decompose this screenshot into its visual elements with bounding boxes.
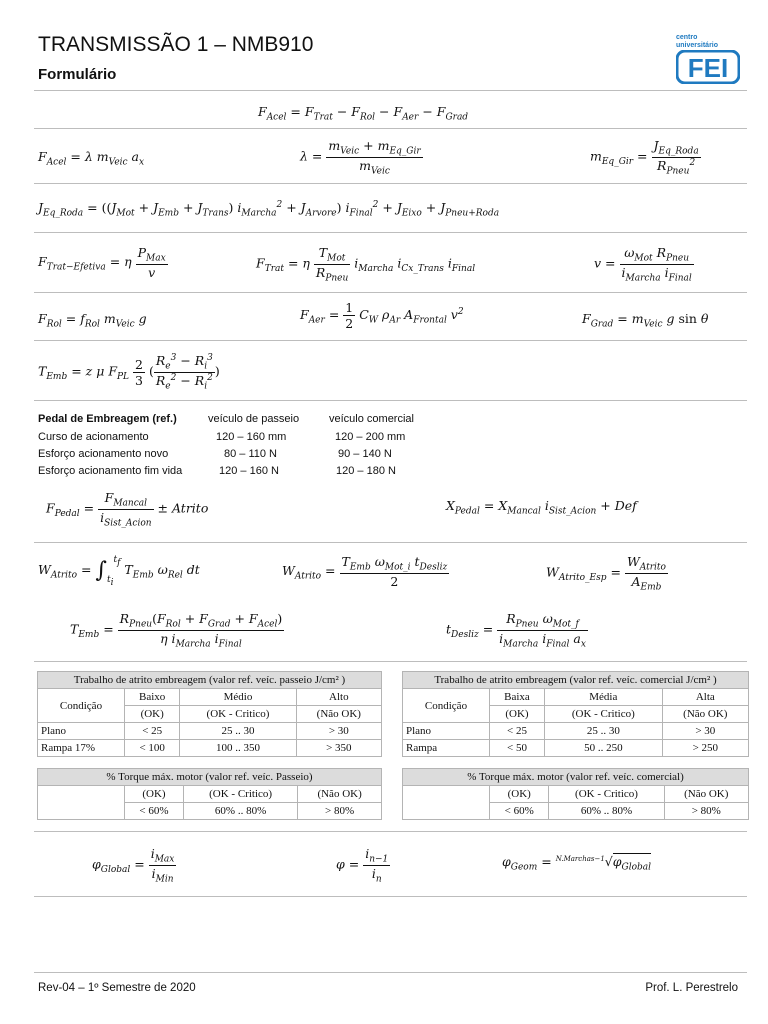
table-row	[403, 723, 749, 740]
table-work-passeio	[37, 671, 382, 757]
table-status: (Não OK)	[664, 786, 748, 803]
eq-f-trat-efetiva: $F_{Trat-Efetiva} = \eta$ $\frac{P_{Max}}{v}$	[38, 245, 166, 280]
table-cell: > 80%	[298, 803, 382, 820]
table-cell: Plano	[403, 723, 490, 740]
table-cell: > 250	[662, 740, 748, 757]
eq-w-atrito-integral: $W_{Atrito} = \int_{t_i}^{t_f}$ $T_{Emb}$ $\omega_{Rel}$ dt	[38, 555, 200, 588]
eq-f-trat: $F_{Trat} = \eta$ $\frac{T_{Mot}}{R_{Pneu}}$ $i_{Marcha}$ $i_{Cx\_Trans}$ $i_{Final}$	[256, 245, 476, 283]
divider	[34, 232, 747, 233]
table-cell: 25 .. 30	[544, 723, 662, 740]
eq-m-eq-gir: $m_{Eq\_Gir}$ = $\frac{J_{Eq\_Roda}}{R_{Pneu}^2}$	[590, 138, 699, 177]
table-status: (OK - Critico)	[549, 786, 664, 803]
divider	[34, 90, 747, 91]
eq-lambda: λ = $\frac{m_{Veic} + m_{Eq\_Gir}}{m_{Veic}}$	[300, 138, 421, 176]
page-title: TRANSMISSÃO 1 – NMB910	[38, 33, 314, 56]
divider	[34, 542, 747, 543]
fei-logo	[676, 34, 740, 84]
footer-author: Prof. L. Perestrelo	[645, 982, 738, 994]
pedal-header-passeio: veículo de passeio	[208, 413, 300, 425]
eq-w-atrito: $W_{Atrito}$ = $\frac{T_{Emb} \omega_{Mot\_i} t_{Desliz}}{2}$	[282, 554, 448, 589]
table-level: Baixa	[490, 689, 545, 706]
divider	[34, 292, 747, 293]
pedal-row-comercial: 90 – 140 N	[338, 448, 392, 460]
table-cell: Plano	[38, 723, 125, 740]
table-cell: 60% .. 80%	[183, 803, 297, 820]
table-cell: > 80%	[664, 803, 748, 820]
table-work-comercial	[402, 671, 749, 757]
pedal-row-label: Esforço acionamento fim vida	[38, 465, 183, 477]
eq-x-pedal: $X_{Pedal} = X_{Mancal}$ $i_{Sist\_Acion}$ + Def	[446, 498, 637, 517]
logo-text: FEI	[687, 53, 729, 83]
table-status: (OK - Critico)	[183, 786, 297, 803]
table-cell: < 25	[490, 723, 545, 740]
table-cell: Rampa 17%	[38, 740, 125, 757]
table-cell: < 100	[125, 740, 180, 757]
pedal-row	[38, 448, 458, 465]
table-level: Médio	[180, 689, 296, 706]
table-empty-cell	[38, 786, 125, 820]
footer-revision: Rev-04 – 1º Semestre de 2020	[38, 982, 196, 994]
table-cell: < 60%	[490, 803, 549, 820]
table-cell: > 30	[662, 723, 748, 740]
divider	[34, 831, 747, 832]
eq-f-aer: $F_{Aer}$ = $\frac{1}{2}$ $C_W$ $\rho_{Ar}$ $A_{Frontal}$ $v^2$	[300, 300, 464, 331]
divider	[34, 661, 747, 662]
table-status: (Não OK)	[662, 706, 748, 723]
pedal-row-label: Esforço acionamento novo	[38, 448, 169, 460]
pedal-row-comercial: 120 – 200 mm	[335, 431, 406, 443]
table-status: (OK)	[490, 706, 545, 723]
eq-t-desliz: $t_{Desliz}$ = $\frac{R_{Pneu} \omega_{Mot\_f}}{i_{Marcha} i_{Final} a_x}$	[446, 611, 586, 649]
table-condicao: Condição	[403, 689, 490, 723]
table-cell: > 30	[296, 723, 381, 740]
table-row	[403, 740, 749, 757]
pedal-header-label: Pedal de Embreagem (ref.)	[38, 413, 177, 425]
pedal-header-comercial: veículo comercial	[329, 413, 414, 425]
table-cell: 60% .. 80%	[549, 803, 664, 820]
eq-phi-global: $\varphi_{Global}$ = $\frac{i_{Max}}{i_{Min}}$	[92, 846, 175, 884]
table-level: Alto	[296, 689, 381, 706]
table-status: (OK)	[125, 786, 184, 803]
table-empty-cell	[403, 786, 490, 820]
table-level: Alta	[662, 689, 748, 706]
table-row	[38, 723, 382, 740]
eq-v: v = $\frac{\omega_{Mot} R_{Pneu}}{i_{Marcha} i_{Final}}$	[594, 245, 692, 283]
table-cell: < 50	[490, 740, 545, 757]
eq-phi: φ = $\frac{i_{n-1}}{i_n}$	[336, 846, 389, 884]
table-cell: < 60%	[125, 803, 184, 820]
table-torque-passeio	[37, 768, 382, 820]
pedal-row-passeio: 80 – 110 N	[224, 448, 278, 460]
table-cell: Rampa	[403, 740, 490, 757]
pedal-row-passeio: 120 – 160 mm	[216, 431, 287, 443]
table-condicao: Condição	[38, 689, 125, 723]
table-cell: 100 .. 350	[180, 740, 296, 757]
pedal-row-comercial: 120 – 180 N	[336, 465, 396, 477]
table-title: % Torque máx. motor (valor ref. veíc. Passeio)	[38, 769, 382, 786]
table-cell: > 350	[296, 740, 381, 757]
pedal-row-label: Curso de acionamento	[38, 431, 149, 443]
eq-j-eq-roda: $J_{Eq\_Roda} = ((J_{Mot} + J_{Emb} + J_{Trans}) i_{Marcha}^2 + J_{Arvore}) i_{Final}^2 + J_{Eixo} + J_{Pneu+Roda}$	[38, 200, 500, 219]
table-level: Média	[544, 689, 662, 706]
eq-t-emb-pneu: $T_{Emb}$ = $\frac{R_{Pneu}(F_{Rol} + F_{Grad} + F_{Acel})}{\eta i_{Marcha} i_{Final}}$	[70, 611, 283, 649]
eq-w-atrito-esp: $W_{Atrito\_Esp}$ = $\frac{W_{Atrito}}{A_{Emb}}$	[546, 554, 666, 592]
fei-logo-mark-icon	[676, 50, 740, 84]
table-row	[38, 740, 382, 757]
table-status: (OK - Critico)	[180, 706, 296, 723]
table-status: (OK)	[125, 706, 180, 723]
eq-f-rol: $F_{Rol} = f_{Rol}$ $m_{Veic}$ g	[38, 311, 147, 330]
table-title: % Torque máx. motor (valor ref. veíc. comercial)	[403, 769, 749, 786]
table-title: Trabalho de atrito embreagem (valor ref. veíc. comercial J/cm² )	[403, 672, 749, 689]
table-status: (Não OK)	[298, 786, 382, 803]
pedal-row-passeio: 120 – 160 N	[219, 465, 279, 477]
divider	[34, 183, 747, 184]
logo-text-top: centro	[676, 34, 698, 41]
page-subtitle: Formulário	[38, 66, 117, 83]
eq-t-emb: $T_{Emb} = z$ μ $F_{PL}$ $\frac{2}{3}$ ( $\frac{R_e^3 - R_i^3}{R_e^2 - R_i^2}$ )	[38, 353, 220, 392]
divider	[34, 128, 747, 129]
eq-f-pedal: $F_{Pedal}$ = $\frac{F_{Mancal}}{i_{Sist\_Acion}}$ ± Atrito	[46, 490, 209, 528]
pedal-row	[38, 431, 458, 448]
eq-f-acel: $F_{Acel} = F_{Trat} - F_{Rol} - F_{Aer} - F_{Grad}$	[258, 104, 469, 123]
table-cell: < 25	[125, 723, 180, 740]
table-status: (Não OK)	[296, 706, 381, 723]
table-torque-comercial	[402, 768, 749, 820]
table-status: (OK)	[490, 786, 549, 803]
eq-phi-geom: $\varphi_{Geom} = ^{N.Marchas-1}√\varphi_{Global}$	[502, 854, 652, 873]
table-cell: 25 .. 30	[180, 723, 296, 740]
eq-f-grad: $F_{Grad} = m_{Veic}$ g sin θ	[582, 311, 709, 330]
table-status: (OK - Critico)	[544, 706, 662, 723]
table-title: Trabalho de atrito embreagem (valor ref. veíc. passeio J/cm² )	[38, 672, 382, 689]
table-level: Baixo	[125, 689, 180, 706]
logo-text-mid: universitário	[676, 42, 719, 49]
pedal-header-row	[38, 413, 458, 430]
table-cell: 50 .. 250	[544, 740, 662, 757]
pedal-row	[38, 465, 458, 482]
divider	[34, 400, 747, 401]
eq-f-acel-lambda: $F_{Acel} = \lambda$ $m_{Veic}$ $a_x$	[38, 149, 145, 168]
divider	[34, 972, 747, 973]
divider	[34, 340, 747, 341]
divider	[34, 896, 747, 897]
